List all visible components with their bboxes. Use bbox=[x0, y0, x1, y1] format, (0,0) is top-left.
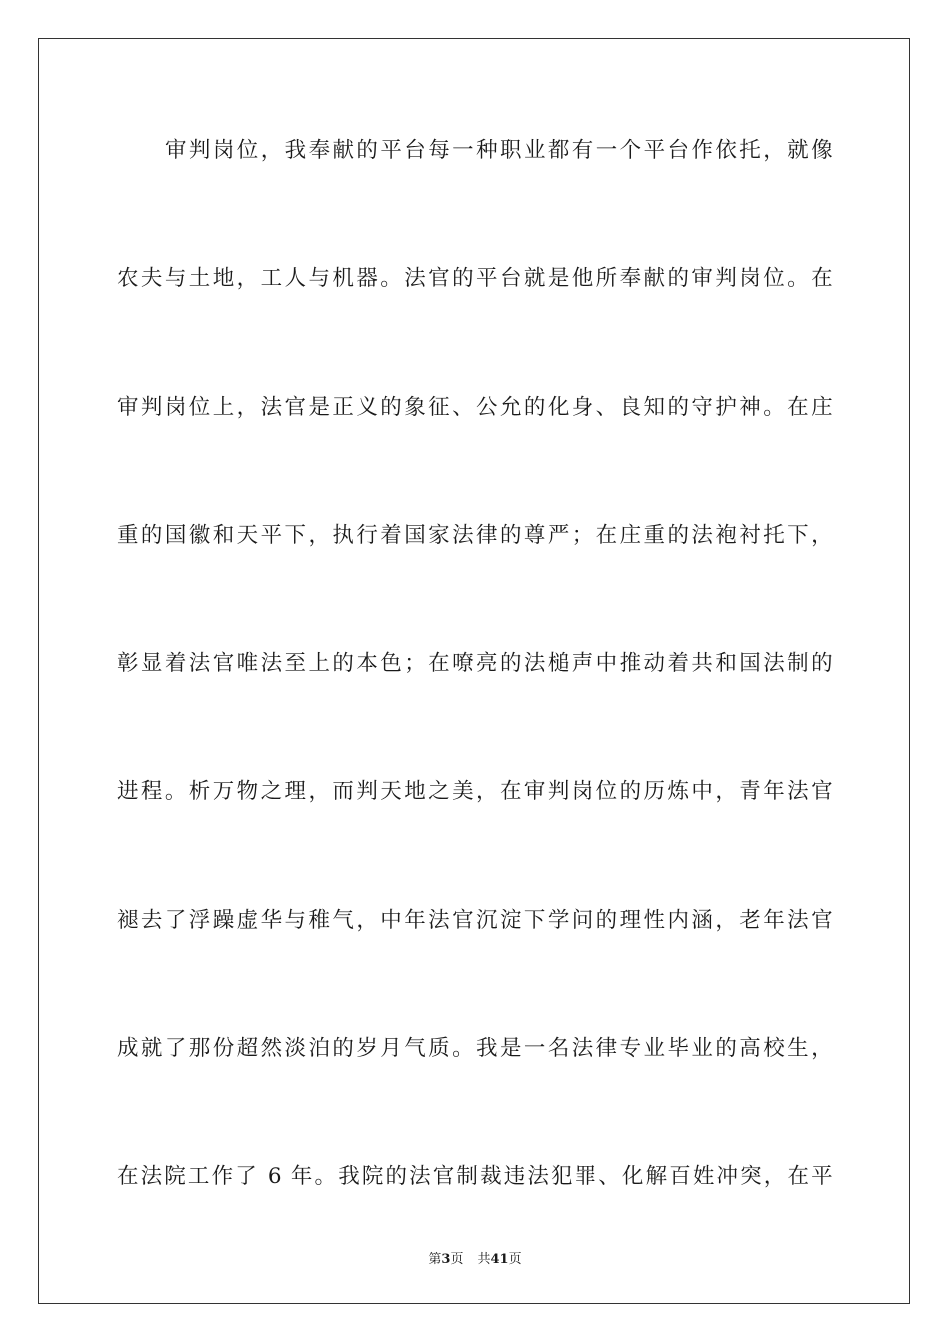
footer-page-suffix: 页 bbox=[450, 1252, 464, 1267]
document-body bbox=[117, 128, 833, 1283]
footer-prefix: 第 bbox=[428, 1252, 442, 1267]
paragraph-line: 审判岗位上，法官是正义的象征、公允的化身、良知的守护神。在庄 bbox=[117, 394, 833, 420]
page-footer bbox=[0, 1248, 950, 1267]
paragraph-line: 褪去了浮躁虚华与稚气，中年法官沉淀下学问的理性内涵，老年法官 bbox=[117, 907, 833, 933]
paragraph-line: 重的国徽和天平下，执行着国家法律的尊严；在庄重的法袍衬托下， bbox=[117, 522, 833, 548]
paragraph-line: 农夫与土地，工人与机器。法官的平台就是他所奉献的审判岗位。在 bbox=[117, 266, 833, 292]
paragraph-line: 进程。析万物之理，而判天地之美，在审判岗位的历炼中，青年法官 bbox=[117, 779, 833, 805]
paragraph-line: 成就了那份超然淡泊的岁月气质。我是一名法律专业毕业的高校生， bbox=[117, 1036, 833, 1062]
paragraph-line: 审判岗位，我奉献的平台每一种职业都有一个平台作依托，就像 bbox=[165, 138, 833, 163]
paragraph-line: 在法院工作了 6 年。我院的法官制裁违法犯罪、化解百姓冲突，在平 bbox=[117, 1164, 833, 1190]
current-page-number: 3 bbox=[441, 1252, 451, 1267]
total-pages-number: 41 bbox=[490, 1252, 509, 1267]
paragraph-line: 彰显着法官唯法至上的本色；在嘹亮的法槌声中推动着共和国法制的 bbox=[117, 651, 833, 677]
footer-total-suffix: 页 bbox=[508, 1252, 522, 1267]
footer-total-prefix: 共 bbox=[477, 1252, 491, 1267]
